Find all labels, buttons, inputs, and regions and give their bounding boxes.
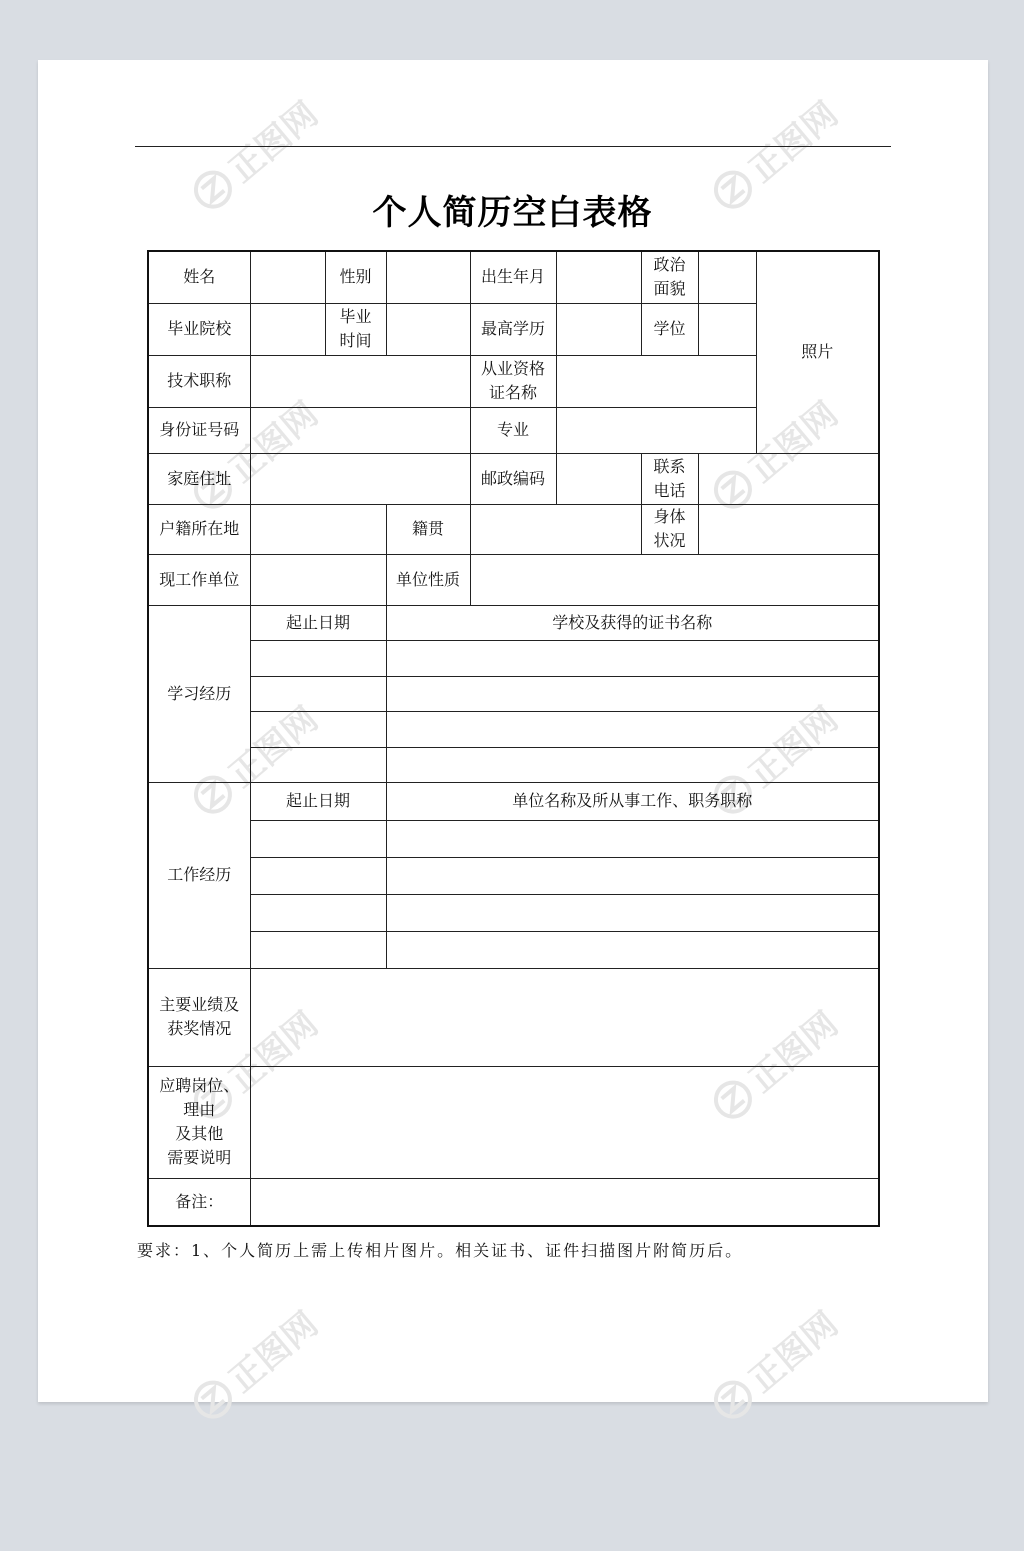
field-tech-title[interactable]: [250, 355, 470, 407]
label-postcode: 邮政编码: [470, 453, 556, 504]
field-work-unit[interactable]: [386, 931, 879, 968]
field-gender[interactable]: [386, 251, 470, 303]
field-work-period[interactable]: [250, 857, 386, 894]
field-school[interactable]: [250, 303, 325, 355]
field-hukou[interactable]: [250, 504, 386, 554]
field-address[interactable]: [250, 453, 470, 504]
field-qualification[interactable]: [556, 355, 756, 407]
watermark-logo: 正图网: [702, 693, 847, 826]
field-work-unit[interactable]: [386, 857, 879, 894]
label-application: 应聘岗位、 理由 及其他 需要说明: [148, 1066, 250, 1178]
label-education: 最高学历: [470, 303, 556, 355]
label-study-history: 学习经历: [148, 605, 250, 782]
label-employer: 现工作单位: [148, 554, 250, 605]
page-title: 个人简历空白表格: [372, 193, 653, 233]
field-employer[interactable]: [250, 554, 386, 605]
requirements-note: 要求：1、个人简历上需上传相片图片。相关证书、证件扫描图片附简历后。: [137, 1241, 744, 1260]
watermark-logo: 正图网: [702, 998, 847, 1131]
label-gender: 性别: [325, 251, 386, 303]
label-school: 毕业院校: [148, 303, 250, 355]
label-hukou: 户籍所在地: [148, 504, 250, 554]
watermark-logo: 正图网: [182, 1298, 327, 1431]
field-postcode[interactable]: [556, 453, 641, 504]
field-grad-time[interactable]: [386, 303, 470, 355]
field-study-school[interactable]: [386, 711, 879, 747]
header-rule: [135, 146, 891, 147]
field-id-number[interactable]: [250, 407, 470, 453]
field-remarks[interactable]: [250, 1178, 879, 1226]
field-study-period[interactable]: [250, 640, 386, 676]
field-study-period[interactable]: [250, 676, 386, 711]
field-study-school[interactable]: [386, 747, 879, 782]
label-work-history: 工作经历: [148, 782, 250, 968]
field-study-school[interactable]: [386, 640, 879, 676]
field-study-school[interactable]: [386, 676, 879, 711]
label-grad-time: 毕业 时间: [325, 303, 386, 355]
field-major[interactable]: [556, 407, 756, 453]
field-political-status[interactable]: [698, 251, 756, 303]
watermark-logo: 正图网: [182, 998, 327, 1131]
watermark-logo: 正图网: [702, 88, 847, 221]
field-study-period[interactable]: [250, 711, 386, 747]
label-major: 专业: [470, 407, 556, 453]
resume-form-table: [147, 250, 880, 1227]
photo-box[interactable]: 照片: [756, 251, 879, 453]
field-birth[interactable]: [556, 251, 641, 303]
label-qualification: 从业资格 证名称: [470, 355, 556, 407]
field-native-place[interactable]: [470, 504, 641, 554]
watermark-logo: 正图网: [702, 1298, 847, 1431]
field-work-period[interactable]: [250, 894, 386, 931]
field-education[interactable]: [556, 303, 641, 355]
field-study-period[interactable]: [250, 747, 386, 782]
label-tech-title: 技术职称: [148, 355, 250, 407]
label-employer-type: 单位性质: [386, 554, 470, 605]
header-study-school: 学校及获得的证书名称: [386, 605, 879, 640]
label-phone: 联系 电话: [641, 453, 698, 504]
field-degree[interactable]: [698, 303, 756, 355]
field-employer-type[interactable]: [470, 554, 879, 605]
label-health: 身体 状况: [641, 504, 698, 554]
label-degree: 学位: [641, 303, 698, 355]
label-birth: 出生年月: [470, 251, 556, 303]
field-phone[interactable]: [698, 453, 879, 504]
field-work-unit[interactable]: [386, 820, 879, 857]
label-native-place: 籍贯: [386, 504, 470, 554]
label-address: 家庭住址: [148, 453, 250, 504]
field-achievements[interactable]: [250, 968, 879, 1066]
field-work-unit[interactable]: [386, 894, 879, 931]
header-work-period: 起止日期: [250, 782, 386, 820]
watermark-logo: 正图网: [182, 388, 327, 521]
label-remarks: 备注：: [148, 1178, 250, 1226]
label-achievements: 主要业绩及 获奖情况: [148, 968, 250, 1066]
label-name: 姓名: [148, 251, 250, 303]
field-name[interactable]: [250, 251, 325, 303]
field-work-period[interactable]: [250, 820, 386, 857]
watermark-logo: 正图网: [182, 693, 327, 826]
watermark-logo: 正图网: [702, 388, 847, 521]
watermark-logo: 正图网: [182, 88, 327, 221]
field-health[interactable]: [698, 504, 879, 554]
field-application[interactable]: [250, 1066, 879, 1178]
header-work-unit: 单位名称及所从事工作、职务职称: [386, 782, 879, 820]
label-id-number: 身份证号码: [148, 407, 250, 453]
header-study-period: 起止日期: [250, 605, 386, 640]
label-political-status: 政治 面貌: [641, 251, 698, 303]
field-work-period[interactable]: [250, 931, 386, 968]
